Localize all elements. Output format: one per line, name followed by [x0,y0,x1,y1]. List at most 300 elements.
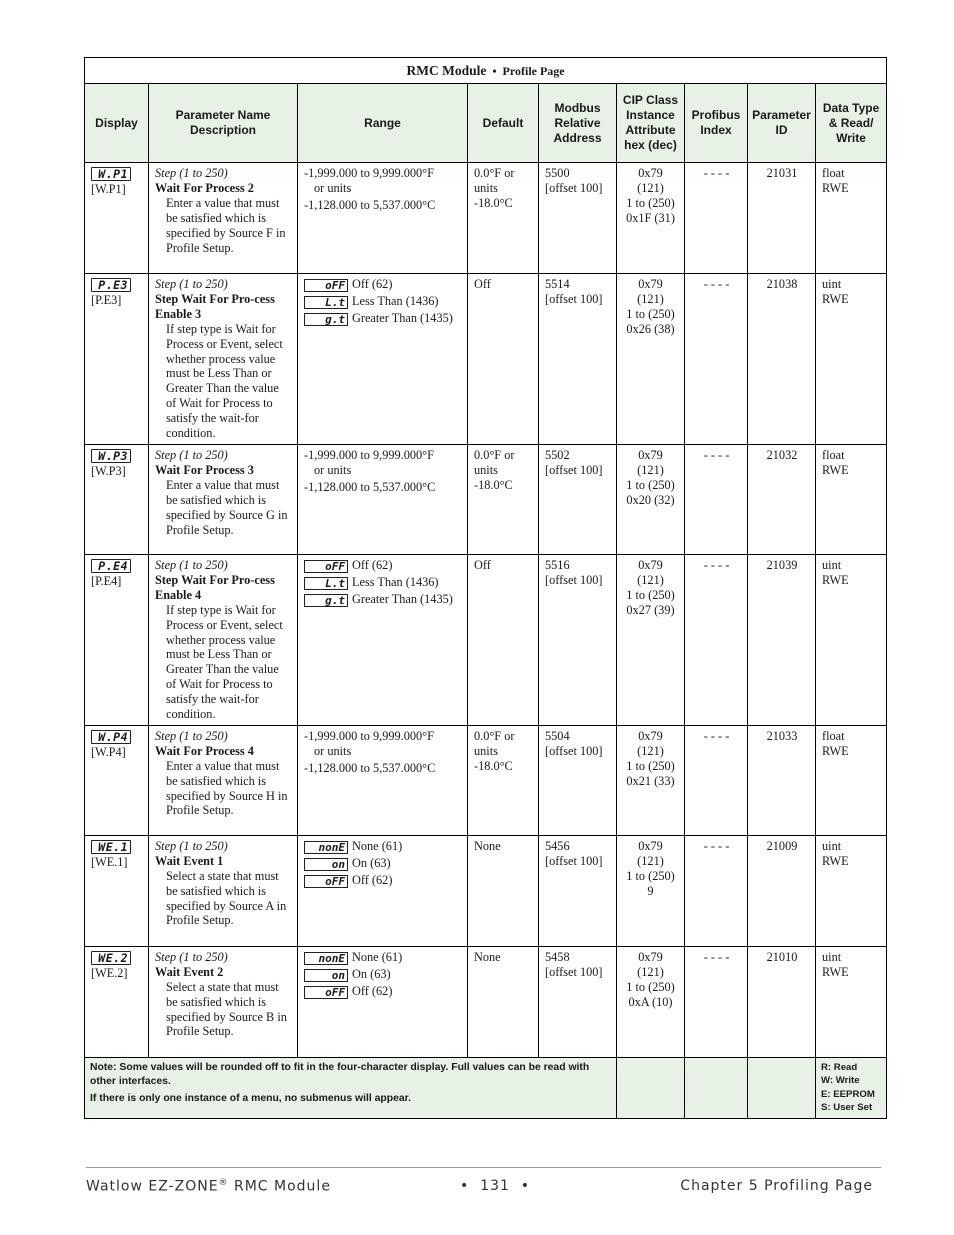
parameter-name: Wait Event 2 [155,964,224,979]
param-id-value: 21039 [766,557,798,572]
modbus-content [539,947,616,983]
option-display-glyph: L.t [304,296,348,309]
cip-line: (121) [637,964,664,979]
param-id-cell [748,274,816,445]
cip-cell [617,835,685,946]
parameter-cell [149,163,298,274]
default-cell [468,444,539,554]
range-line: or units [314,743,352,758]
step-range: Step (1 to 250) [155,277,228,291]
profibus-value: - - - - [703,447,730,462]
modbus-line: 5516 [545,557,570,572]
note-empty-cell [685,1057,748,1118]
range-line: -1,999.000 to 9,999.000°F [304,728,434,743]
range-cell [298,725,468,835]
data-type-content [816,555,886,591]
profibus-value: - - - - [703,949,730,964]
display-cell [85,274,149,445]
modbus-cell [539,163,617,274]
display-content [85,726,148,763]
step-range: Step (1 to 250) [155,447,228,462]
cip-cell [617,444,685,554]
rw-legend [816,1058,886,1118]
data-type-content [816,836,886,872]
cip-content [617,274,684,340]
option-label: Off (62) [352,557,393,572]
display-glyph: W.P3 [91,449,131,463]
parameter-content [149,836,297,931]
option-label: None (61) [352,838,403,853]
range-cell [298,274,468,445]
parameter-description: Enter a value that must be satisfied which is specified by Source F in Profile Setup. [166,195,286,255]
display-label: [WE.2] [91,965,128,980]
display-label: [W.P3] [91,463,126,478]
profibus-value: - - - - [703,728,730,743]
table-row [85,163,887,274]
table-title-sub: Profile Page [502,63,565,78]
range-line: -1,999.000 to 9,999.000°F [304,447,434,462]
display-label: [P.E3] [91,292,122,307]
display-glyph: WE.2 [91,951,131,965]
modbus-cell [539,444,617,554]
option-display-glyph: nonE [304,841,348,854]
modbus-content [539,163,616,199]
modbus-line: 5500 [545,166,570,180]
cip-content [617,836,684,902]
range-option [304,558,462,573]
option-label: Off (62) [352,983,393,998]
cip-line: 1 to (250) [626,306,675,321]
range-content [298,163,467,216]
option-label: Greater Than (1435) [352,311,453,325]
table-note [85,1057,617,1118]
header-display: Display [85,84,149,163]
option-label: Off (62) [352,872,393,887]
param-id-cell [748,946,816,1057]
modbus-line: 5456 [545,838,570,853]
data-type-line: uint [822,277,842,291]
cip-line: 1 to (250) [626,195,675,210]
range-line: or units [314,180,352,195]
data-type-cell [816,444,887,554]
data-type-line: float [822,166,845,180]
range-option [304,967,462,982]
modbus-line: [offset 100] [545,180,603,195]
range-content [298,274,467,329]
cip-content [617,445,684,511]
legend-user-set: S: User Set [821,1102,873,1114]
parameter-table-container [84,57,886,1119]
table-row [85,835,887,946]
param-id-cell [748,444,816,554]
range-option [304,873,462,888]
parameter-description: Enter a value that must be satisfied which is specified by Source H in Profile Setup. [166,758,288,818]
param-id-value: 21032 [766,447,798,462]
cip-line: 1 to (250) [626,587,675,602]
parameter-cell [149,554,298,725]
data-type-line: RWE [822,180,849,195]
modbus-content [539,836,616,872]
modbus-line: [offset 100] [545,743,603,758]
modbus-content [539,445,616,481]
profibus-cell [685,835,748,946]
data-type-cell [816,835,887,946]
modbus-cell [539,946,617,1057]
profibus-cell [685,274,748,445]
cip-line: 0x26 (38) [626,321,675,336]
display-glyph: W.P4 [91,730,131,744]
cip-line: 0x79 [638,447,663,462]
display-cell [85,835,149,946]
display-content [85,555,148,592]
table-row [85,725,887,835]
step-range: Step (1 to 250) [155,838,228,853]
parameter-description: Enter a value that must be satisfied which is specified by Source G in Profile Setup. [166,477,288,537]
footer-brand: Watlow EZ-ZONE [86,1178,219,1195]
cip-content [617,947,684,1013]
profibus-value: - - - - [703,277,730,291]
range-option [304,575,462,590]
parameter-cell [149,835,298,946]
param-id-cell [748,163,816,274]
parameter-description: If step type is Wait for Process or Event, select whether process value must be Less Than or Greater Than the value of Wait for Process to satisfy the wait-for condition. [166,321,283,441]
modbus-line: 5514 [545,277,570,291]
footer-chapter: Chapter 5 Profiling Page [680,1178,873,1194]
range-option [304,950,462,965]
table-title-main: RMC Module [406,62,487,78]
cip-line: 0x20 (32) [626,492,675,507]
footer-product [86,1178,331,1195]
cip-line: 0x79 [638,838,663,853]
cip-line: 0x1F (31) [626,210,675,225]
header-parameter-id: Parameter ID [748,84,816,163]
parameter-cell [149,946,298,1057]
cip-line: 9 [647,883,654,898]
parameter-cell [149,725,298,835]
range-cell [298,444,468,554]
display-glyph: W.P1 [91,167,131,181]
data-type-line: uint [822,557,842,572]
modbus-line: [offset 100] [545,853,603,868]
profibus-cell [685,444,748,554]
display-label: [P.E4] [91,573,122,588]
range-content [298,947,467,1002]
data-type-cell [816,725,887,835]
modbus-line: 5502 [545,447,570,462]
range-cell [298,946,468,1057]
header-cip: CIP Class Instance Attribute hex (dec) [617,84,685,163]
option-display-glyph: L.t [304,577,348,590]
default-cell [468,835,539,946]
table-row [85,554,887,725]
legend-read: R: Read [821,1061,858,1073]
range-cell [298,554,468,725]
step-range: Step (1 to 250) [155,728,228,743]
option-display-glyph: on [304,969,348,982]
cip-line: (121) [637,180,664,195]
cip-line: 0xA (10) [628,994,673,1009]
default-value: 0.0°F or units -18.0°C [474,166,515,210]
header-modbus: Modbus Relative Address [539,84,617,163]
profibus-value: - - - - [703,166,730,180]
parameter-description: Select a state that must be satisfied which is specified by Source B in Profile Setup. [166,979,287,1039]
parameter-name: Wait Event 1 [155,853,224,868]
footer-module: RMC Module [228,1178,331,1195]
data-type-cell [816,274,887,445]
cip-line: (121) [637,743,664,758]
table-row [85,444,887,554]
legend-write: W: Write [821,1075,860,1087]
note-empty-cell [748,1057,816,1118]
parameter-description: If step type is Wait for Process or Event, select whether process value must be Less Than or Greater Than the value of Wait for Process to satisfy the wait-for condition. [166,602,283,722]
range-option [304,592,462,607]
display-cell [85,444,149,554]
data-type-line: uint [822,838,842,853]
range-line: -1,999.000 to 9,999.000°F [304,166,434,180]
data-type-cell [816,163,887,274]
profibus-value: - - - - [703,557,730,572]
option-label: Off (62) [352,277,393,291]
display-label: [W.P1] [91,181,126,196]
page-number: • 131 • [460,1178,531,1194]
range-cell [298,163,468,274]
default-value: Off [474,277,491,291]
table-note-row [85,1057,887,1118]
option-label: On (63) [352,855,391,870]
step-range: Step (1 to 250) [155,557,228,572]
cip-cell [617,163,685,274]
default-value: None [474,949,501,964]
cip-line: 0x27 (39) [626,602,675,617]
option-display-glyph: g.t [304,313,348,326]
note-empty-cell [617,1057,685,1118]
parameter-name: Step Wait For Pro-cess Enable 3 [155,291,275,321]
parameter-table [84,57,887,1119]
data-type-line: RWE [822,462,849,477]
range-option [304,839,462,854]
range-line: -1,128.000 to 5,537.000°C [304,479,436,494]
option-label: Less Than (1436) [352,574,439,589]
data-type-line: uint [822,949,842,964]
parameter-content [149,726,297,821]
option-display-glyph: oFF [304,560,348,573]
default-value: 0.0°F or units -18.0°C [474,447,515,492]
cip-cell [617,946,685,1057]
profibus-cell [685,554,748,725]
modbus-line: [offset 100] [545,572,603,587]
option-display-glyph: oFF [304,875,348,888]
range-cell [298,835,468,946]
range-content [298,555,467,610]
data-type-line: RWE [822,291,849,306]
cip-cell [617,274,685,445]
cip-line: (121) [637,853,664,868]
display-content [85,274,148,311]
modbus-cell [539,274,617,445]
parameter-content [149,555,297,725]
table-row [85,274,887,445]
profibus-value: - - - - [703,838,730,853]
default-value: Off [474,557,491,572]
modbus-line: [offset 100] [545,291,603,306]
modbus-line: [offset 100] [545,462,603,477]
cip-line: 1 to (250) [626,979,675,994]
option-label: Less Than (1436) [352,294,439,308]
parameter-content [149,163,297,258]
parameter-content [149,274,297,444]
data-type-line: RWE [822,964,849,979]
data-type-line: RWE [822,572,849,587]
default-value: 0.0°F or units -18.0°C [474,728,515,773]
cip-line: 0x79 [638,728,663,743]
data-type-content [816,274,886,310]
option-display-glyph: on [304,858,348,871]
step-range: Step (1 to 250) [155,166,228,180]
param-id-value: 21031 [766,166,798,180]
cip-cell [617,554,685,725]
profibus-cell [685,163,748,274]
cip-line: 0x79 [638,949,663,964]
range-content [298,726,467,779]
option-display-glyph: g.t [304,594,348,607]
modbus-line: [offset 100] [545,964,603,979]
display-content [85,163,148,200]
modbus-content [539,726,616,762]
display-cell [85,946,149,1057]
modbus-content [539,555,616,591]
note-text [85,1058,616,1109]
cip-line: 1 to (250) [626,758,675,773]
cip-content [617,555,684,621]
data-type-content [816,947,886,983]
profibus-cell [685,946,748,1057]
registered-mark: ® [218,1178,229,1188]
display-glyph: P.E4 [91,559,131,573]
cip-line: 0x21 (33) [626,773,675,788]
table-header-row [85,84,887,163]
parameter-name: Wait For Process 2 [155,180,254,195]
table-title [85,58,887,84]
display-glyph: P.E3 [91,278,131,292]
header-default: Default [468,84,539,163]
table-title-row [85,58,887,84]
default-cell [468,163,539,274]
display-cell [85,163,149,274]
parameter-content [149,947,297,1042]
parameter-name: Step Wait For Pro-cess Enable 4 [155,572,275,602]
param-id-cell [748,554,816,725]
option-display-glyph: nonE [304,952,348,965]
step-range: Step (1 to 250) [155,949,228,964]
range-line: or units [314,462,352,477]
data-type-cell [816,554,887,725]
modbus-cell [539,835,617,946]
header-profibus: Profibus Index [685,84,748,163]
parameter-cell [149,444,298,554]
display-cell [85,554,149,725]
data-type-content [816,163,886,199]
param-id-value: 21009 [766,838,798,853]
range-content [298,445,467,498]
modbus-content [539,274,616,310]
parameter-description: Select a state that must be satisfied which is specified by Source A in Profile Setup. [166,868,287,928]
display-label: [WE.1] [91,854,128,869]
cip-line: 0x79 [638,166,663,180]
legend-eeprom: E: EEPROM [821,1088,875,1100]
page-footer [86,1167,881,1208]
range-line: -1,128.000 to 5,537.000°C [304,760,436,775]
display-content [85,445,148,482]
option-label: None (61) [352,949,403,964]
modbus-cell [539,725,617,835]
data-type-content [816,445,886,481]
data-type-line: float [822,728,845,743]
parameter-name: Wait For Process 3 [155,462,254,477]
cip-line: 0x79 [638,277,663,291]
parameter-name: Wait For Process 4 [155,743,254,758]
default-cell [468,725,539,835]
range-line: -1,128.000 to 5,537.000°C [304,197,436,212]
display-content [85,836,148,873]
note-line-1: Note: Some values will be rounded off to fit in the four-character display. Full values can be read with other interfaces. [90,1061,590,1087]
range-content [298,836,467,891]
display-label: [W.P4] [91,744,126,759]
option-display-glyph: oFF [304,279,348,292]
data-type-line: float [822,447,845,462]
default-cell [468,274,539,445]
cip-cell [617,725,685,835]
option-display-glyph: oFF [304,986,348,999]
profibus-cell [685,725,748,835]
display-cell [85,725,149,835]
range-option [304,984,462,999]
cip-line: (121) [637,572,664,587]
range-option [304,856,462,871]
default-cell [468,554,539,725]
param-id-value: 21033 [766,728,798,743]
header-range: Range [298,84,468,163]
cip-line: (121) [637,291,664,306]
parameter-cell [149,274,298,445]
cip-content [617,726,684,792]
cip-line: 0x79 [638,557,663,572]
note-line-2: If there is only one instance of a menu, no submenus will appear. [90,1092,412,1104]
modbus-line: 5504 [545,728,570,743]
option-label: Greater Than (1435) [352,591,453,606]
option-label: On (63) [352,966,391,981]
data-type-cell [816,946,887,1057]
cip-line: (121) [637,462,664,477]
legend-cell [816,1057,887,1118]
param-id-value: 21038 [766,277,798,291]
parameter-content [149,445,297,540]
table-row [85,946,887,1057]
header-parameter-name: Parameter Name Description [149,84,298,163]
data-type-line: RWE [822,743,849,758]
range-option [304,294,462,309]
range-option [304,277,462,292]
param-id-cell [748,835,816,946]
range-option [304,311,462,326]
default-value: None [474,838,501,853]
modbus-cell [539,554,617,725]
cip-content [617,163,684,229]
data-type-content [816,726,886,762]
modbus-line: 5458 [545,949,570,964]
cip-line: 1 to (250) [626,868,675,883]
display-glyph: WE.1 [91,840,131,854]
display-content [85,947,148,984]
